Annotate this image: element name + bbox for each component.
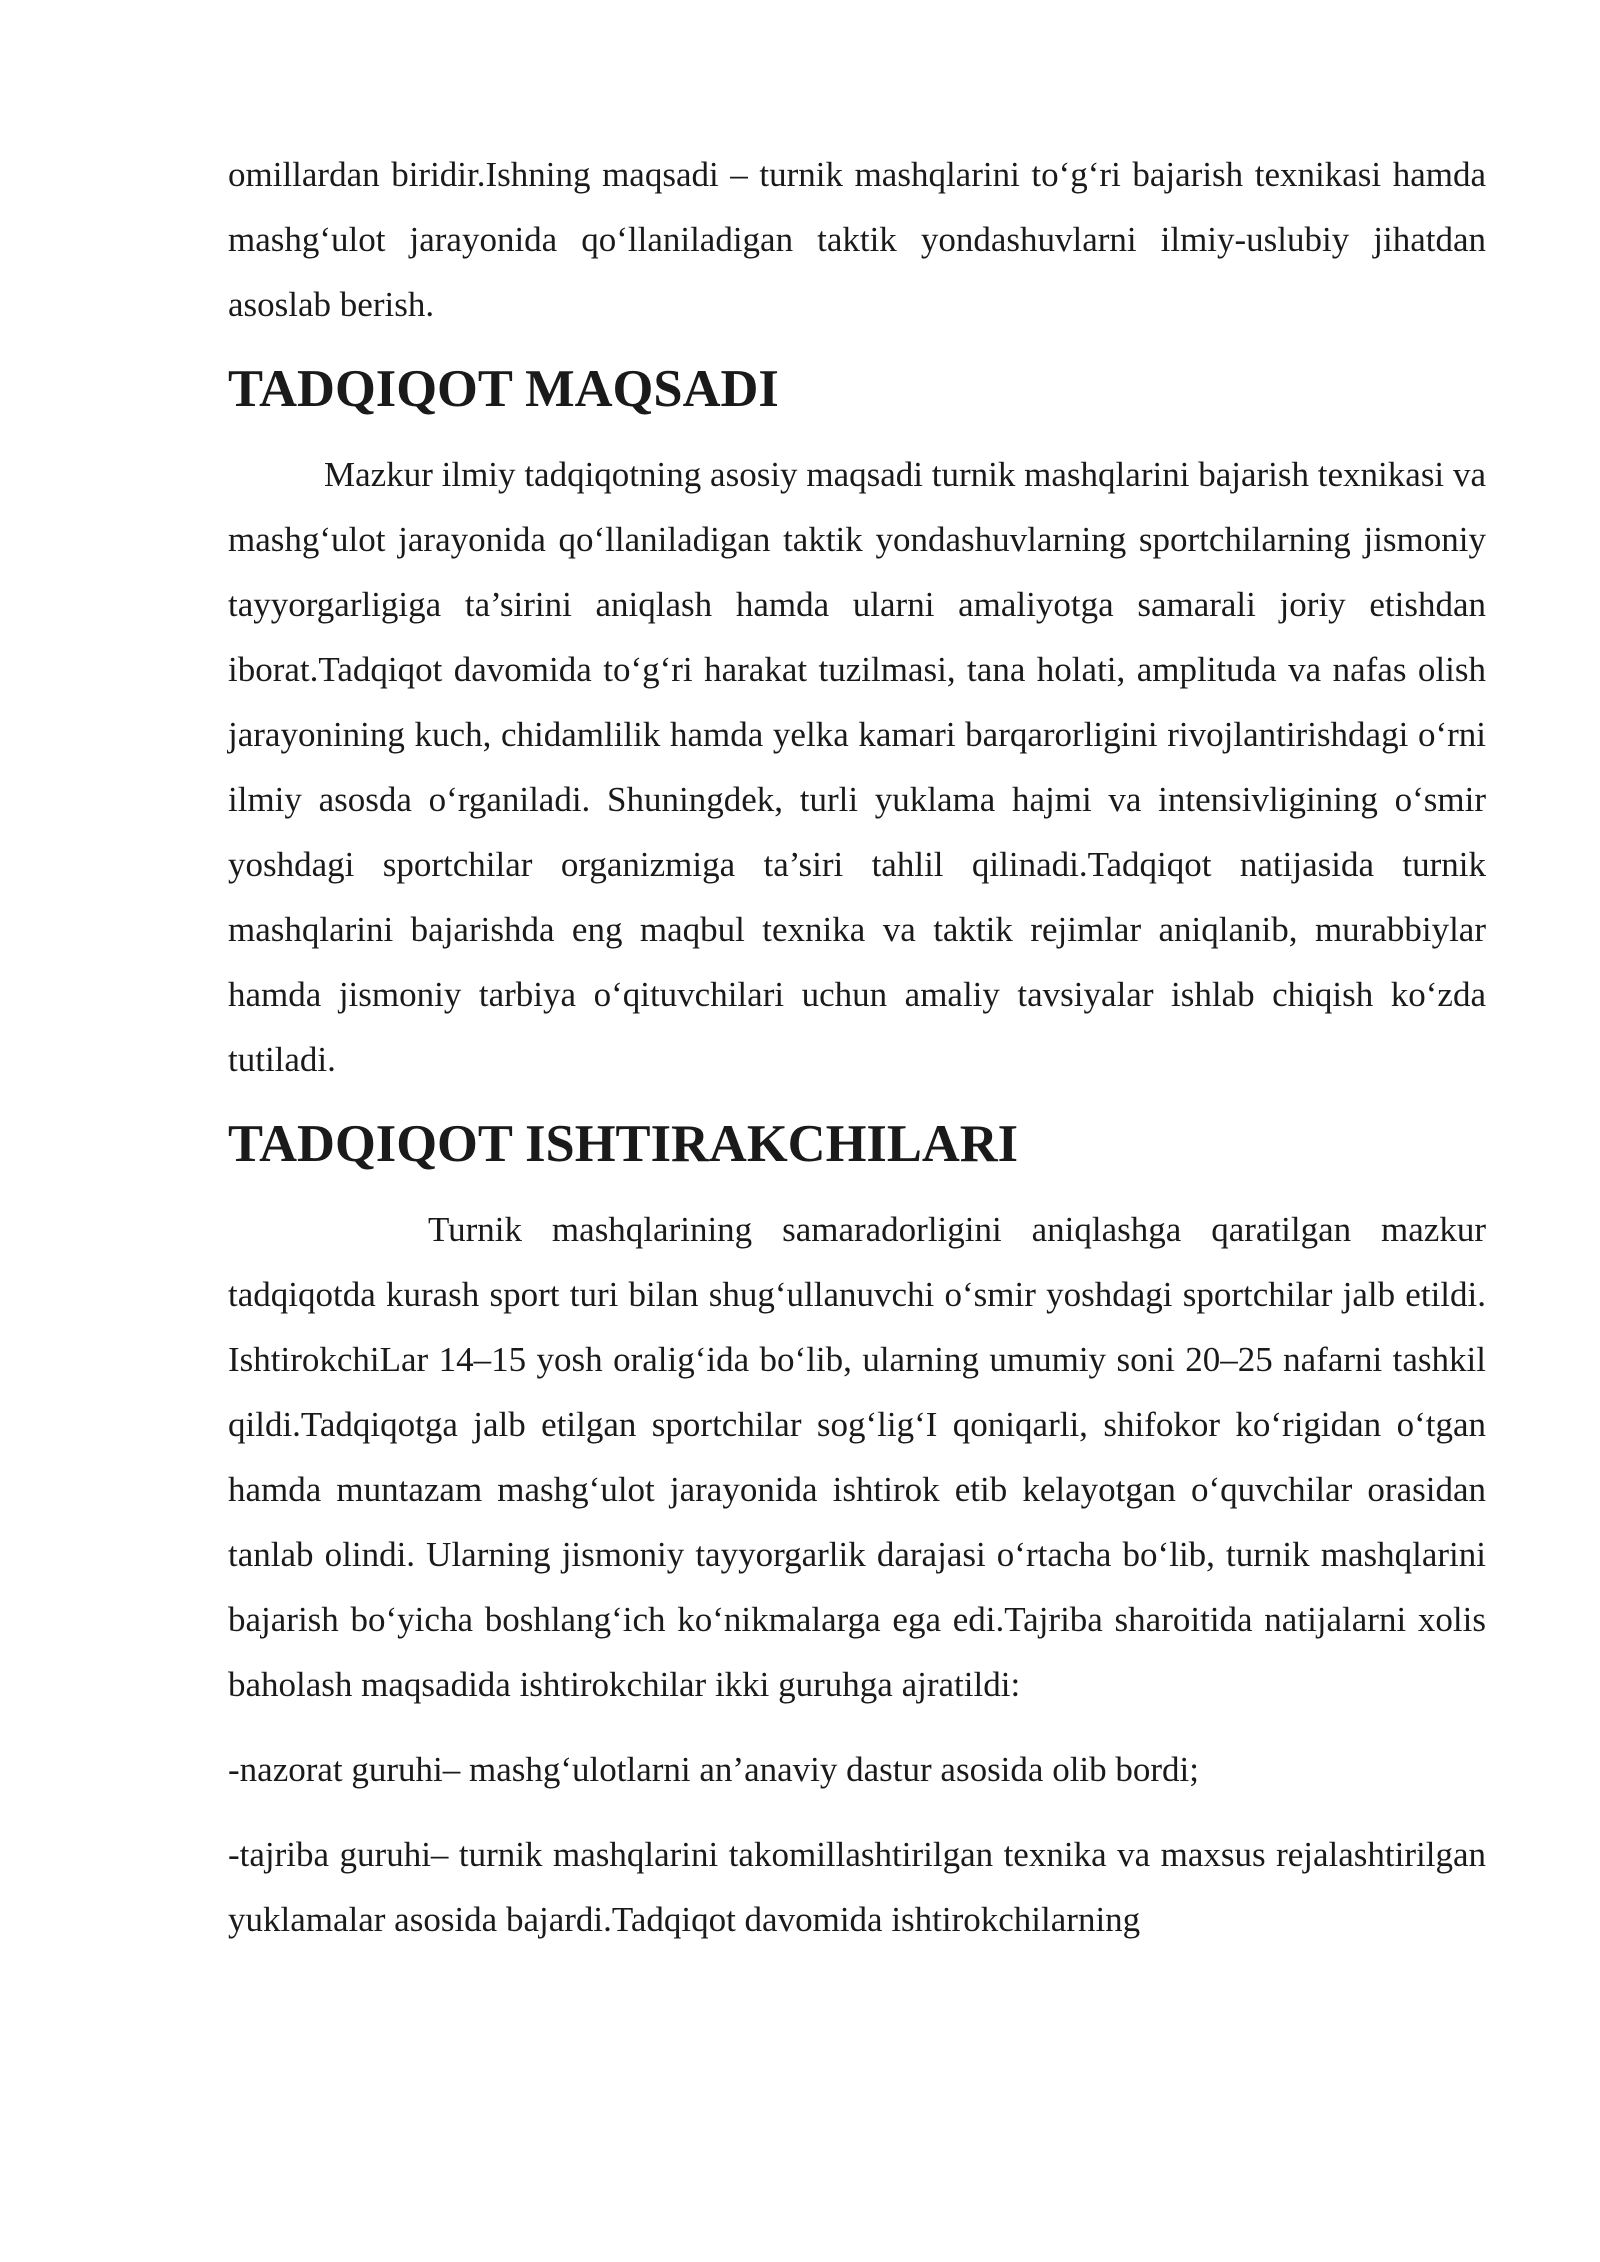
document-page <box>228 142 1486 1952</box>
paragraph-ishtirokchilar: Turnik mashqlarining samaradorligini aniqlashga qaratilgan mazkur tadqiqotda kurash sport turi bilan shug‘ullanuvchi o‘smir yoshdagi sportchilar jalb etildi. IshtirokchiLar 14–15 yosh oralig‘ida bo‘lib, ularning umumiy soni 20–25 nafarni tashkil qildi.Tadqiqotga jalb etilgan sportchilar sog‘lig‘I qoniqarli, shifokor ko‘rigidan o‘tgan hamda muntazam mashg‘ulot jarayonida ishtirok etib kelayotgan o‘quvchilar orasidan tanlab olindi. Ularning jismoniy tayyorgarlik darajasi o‘rtacha bo‘lib, turnik mashqlarini bajarish bo‘yicha boshlang‘ich ko‘nikmalarga ega edi.Tajriba sharoitida natijalarni xolis baholash maqsadida ishtirokchilar ikki guruhga ajratildi: <box>228 1210 1486 1704</box>
section-heading-ishtirokchilar: TADQIQOT ISHTIRAKCHILARI <box>228 1115 1019 1173</box>
section-heading-maqsad: TADQIQOT MAQSADI <box>228 360 779 418</box>
list-item: -tajriba guruhi– turnik mashqlarini takomillashtirilgan texnika va maxsus rejalashtirilgan yuklamalar asosida bajardi.Tadqiqot davomida ishtirokchilarning <box>228 1835 1486 1939</box>
list-item: -nazorat guruhi– mashg‘ulotlarni an’anaviy dastur asosida olib bordi; <box>228 1750 1199 1789</box>
paragraph-maqsad: Mazkur ilmiy tadqiqotning asosiy maqsadi turnik mashqlarini bajarish texnikasi va mashg‘ulot jarayonida qo‘llaniladigan taktik yondashuvlarning sportchilarning jismoniy tayyorgarligiga ta’sirini aniqlash hamda ularni amaliyotga samarali joriy etishdan iborat.Tadqiqot davomida to‘g‘ri harakat tuzilmasi, tana holati, amplituda va nafas olish jarayonining kuch, chidamlilik hamda yelka kamari barqarorligini rivojlantirishdagi o‘rni ilmiy asosda o‘rganiladi. Shuningdek, turli yuklama hajmi va intensivligining o‘smir yoshdagi sportchilar organizmiga ta’siri tahlil qilinadi.Tadqiqot natijasida turnik mashqlarini bajarishda eng maqbul texnika va taktik rejimlar aniqlanib, murabbiylar hamda jismoniy tarbiya o‘qituvchilari uchun amaliy tavsiyalar ishlab chiqish ko‘zda tutiladi. <box>228 455 1486 1079</box>
intro-paragraph: omillardan biridir.Ishning maqsadi – turnik mashqlarini to‘g‘ri bajarish texnikasi hamda mashg‘ulot jarayonida qo‘llaniladigan taktik yondashuvlarni ilmiy-uslubiy jihatdan asoslab berish. <box>228 155 1486 324</box>
